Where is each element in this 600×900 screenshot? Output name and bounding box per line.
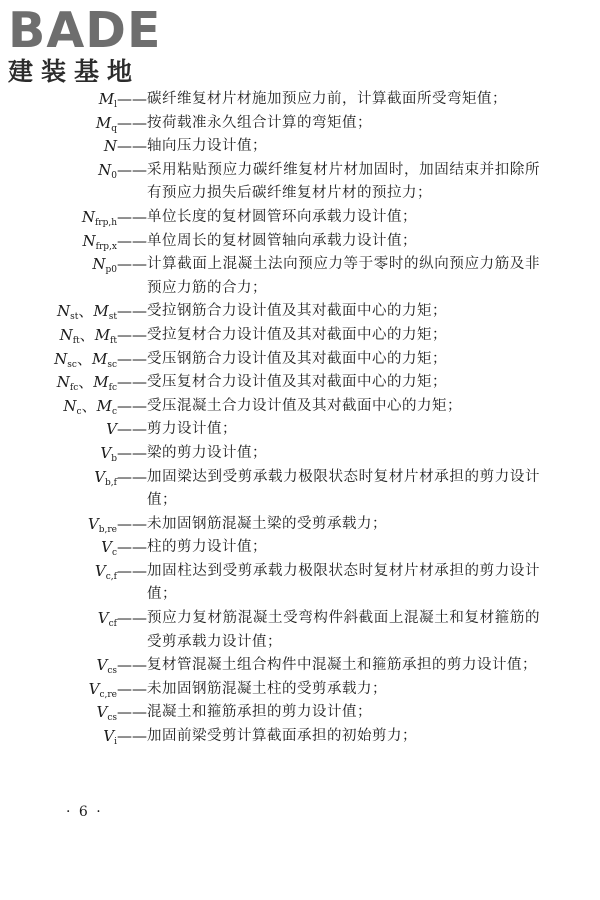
symbol-subscript: b <box>111 453 117 464</box>
symbol-subscript: cs <box>107 666 117 677</box>
symbol-entry <box>0 253 600 300</box>
symbol <box>0 607 147 631</box>
symbol-description: 加固梁达到受剪承载力极限状态时复材片材承担的剪力设计值； <box>147 468 540 509</box>
symbol <box>0 466 147 490</box>
symbol-subscript: q <box>111 123 117 134</box>
em-dash: —— <box>117 349 147 368</box>
symbol-entry <box>0 230 600 254</box>
em-dash: —— <box>117 137 147 156</box>
symbol <box>0 324 147 348</box>
symbol-letter: N <box>59 325 73 344</box>
symbol-entry <box>0 560 600 607</box>
symbol <box>0 300 147 324</box>
symbol-subscript: frp,h <box>94 217 117 228</box>
symbol-letter: M <box>91 349 108 368</box>
symbol <box>0 418 147 442</box>
symbol-subscript: st <box>70 312 79 323</box>
symbol-letter: M <box>94 325 111 344</box>
symbol-letter: V <box>106 420 117 439</box>
em-dash: —— <box>117 113 147 132</box>
em-dash: —— <box>117 679 147 698</box>
em-dash: —— <box>117 90 147 108</box>
logo-subtitle: 建装基地 <box>8 57 141 86</box>
symbol-subscript: i <box>114 737 117 748</box>
symbol-subscript: sc <box>67 359 77 370</box>
symbol-description: 柱的剪力设计值； <box>147 539 267 556</box>
symbol-description: 混凝土和箍筋承担的剪力设计值； <box>147 704 372 721</box>
symbol-subscript: l <box>114 100 117 110</box>
symbol-description: 计算截面上混凝土法向预应力等于零时的纵向预应力筋及非预应力筋的合力； <box>147 256 540 296</box>
em-dash: —— <box>117 396 147 415</box>
symbol-subscript: c <box>111 548 117 559</box>
symbol-entry <box>0 112 600 136</box>
symbol-subscript: sc <box>107 359 117 370</box>
symbol-entry <box>0 88 600 112</box>
em-dash: —— <box>117 207 147 226</box>
symbol-entry <box>0 678 600 702</box>
symbol-letter: M <box>93 302 109 321</box>
em-dash: —— <box>117 160 147 179</box>
symbol-letter: N <box>54 349 68 368</box>
em-dash: —— <box>117 538 147 557</box>
em-dash: —— <box>117 325 147 344</box>
em-dash: —— <box>117 255 147 274</box>
symbol-description: 受拉钢筋合力设计值及其对截面中心的力矩； <box>147 303 447 320</box>
symbol-description: 加固柱达到受剪承载力极限状态时复材片材承担的剪力设计值； <box>147 562 540 603</box>
symbol-subscript: st <box>108 312 117 323</box>
symbol-entry <box>0 324 600 348</box>
symbol <box>0 560 147 584</box>
symbol-description: 预应力复材筋混凝土受弯构件斜截面上混凝土和复材箍筋的受剪承载力设计值； <box>147 610 540 650</box>
symbol-letter: V <box>96 656 108 675</box>
em-dash: —— <box>117 727 147 746</box>
symbol-subscript: c,f <box>105 571 117 582</box>
symbol-entry <box>0 371 600 395</box>
symbol-letter: V <box>87 514 99 533</box>
symbol <box>0 371 147 395</box>
symbol <box>0 88 147 112</box>
symbol-subscript: b,f <box>105 477 117 488</box>
symbol-letter: M <box>98 90 115 108</box>
symbol-letter: M <box>95 113 112 132</box>
symbol-letter: V <box>97 609 109 628</box>
symbol <box>0 725 147 749</box>
logo <box>8 2 178 86</box>
symbol-description: 未加固钢筋混凝土柱的受剪承载力； <box>147 680 387 697</box>
symbol-description: 受压复材合力设计值及其对截面中心的力矩； <box>147 374 447 391</box>
symbol-description: 未加固钢筋混凝土梁的受剪承载力； <box>147 515 387 532</box>
symbol-subscript: frp,x <box>95 241 117 252</box>
symbol-entry <box>0 725 600 749</box>
symbol-letter: V <box>88 679 100 698</box>
symbol <box>0 654 147 678</box>
symbol-entry <box>0 513 600 537</box>
symbol-description: 复材管混凝土组合构件中混凝土和箍筋承担的剪力设计值； <box>147 657 537 674</box>
symbol <box>0 253 147 277</box>
symbol-letter: N <box>98 160 112 179</box>
symbol-subscript: p0 <box>105 265 117 276</box>
symbol <box>0 442 147 466</box>
symbol-subscript: fc <box>108 383 117 394</box>
symbol-letter: N <box>63 396 77 415</box>
em-dash: —— <box>117 443 147 462</box>
symbol-letter: V <box>96 703 108 722</box>
symbol-description: 受压钢筋合力设计值及其对截面中心的力矩； <box>147 350 447 367</box>
symbol-subscript: cs <box>107 713 117 724</box>
symbol <box>0 536 147 560</box>
symbol <box>0 678 147 702</box>
symbol-subscript: fc <box>69 383 79 394</box>
symbol-description: 剪力设计值； <box>147 421 237 438</box>
symbol-letter: M <box>93 373 109 392</box>
em-dash: —— <box>117 656 147 675</box>
symbol-letter: N <box>81 207 95 226</box>
symbol-description: 单位长度的复材圆管环向承载力设计值； <box>147 208 417 225</box>
symbol-subscript: ft <box>110 335 117 346</box>
symbol-separator: 、 <box>79 325 95 344</box>
em-dash: —— <box>117 420 147 439</box>
symbol <box>0 513 147 537</box>
symbol-letter: V <box>94 561 106 580</box>
symbol-letter: N <box>103 137 117 156</box>
symbol-entry <box>0 607 600 654</box>
em-dash: —— <box>117 703 147 722</box>
symbol-letter: N <box>92 255 106 274</box>
symbol-description: 加固前梁受剪计算截面承担的初始剪力； <box>147 728 417 745</box>
symbol-description: 受压混凝土合力设计值及其对截面中心的力矩； <box>147 397 462 414</box>
symbol <box>0 159 147 183</box>
symbol-list <box>0 88 600 749</box>
symbol-entry <box>0 206 600 230</box>
symbol-subscript: c <box>76 406 82 417</box>
symbol-entry <box>0 442 600 466</box>
symbol-description: 轴向压力设计值； <box>147 138 267 155</box>
symbol-entry <box>0 395 600 419</box>
symbol-description: 单位周长的复材圆管轴向承载力设计值； <box>147 232 417 249</box>
symbol-letter: M <box>96 396 112 415</box>
symbol-separator: 、 <box>81 396 97 415</box>
em-dash: —— <box>117 609 147 628</box>
symbol-entry <box>0 418 600 442</box>
symbol-subscript: c <box>111 406 117 417</box>
symbol <box>0 395 147 419</box>
symbol <box>0 348 147 372</box>
em-dash: —— <box>117 302 147 321</box>
symbol <box>0 135 147 159</box>
symbol-description: 采用粘贴预应力碳纤维复材片材加固时，加固结束并扣除所有预应力损失后碳纤维复材片材的预拉力； <box>147 161 540 202</box>
symbol <box>0 701 147 725</box>
page-number: · 6 · <box>66 804 103 820</box>
symbol <box>0 112 147 136</box>
symbol-entry <box>0 135 600 159</box>
symbol-subscript: b,re <box>98 524 117 535</box>
symbol-letter: V <box>103 727 115 746</box>
logo-word: BADE <box>8 2 162 59</box>
em-dash: —— <box>117 231 147 250</box>
symbol-entry <box>0 159 600 206</box>
symbol-entry <box>0 701 600 725</box>
symbol-letter: V <box>101 538 112 557</box>
symbol-entry <box>0 466 600 513</box>
symbol-entry <box>0 654 600 678</box>
symbol-separator: 、 <box>76 349 92 368</box>
em-dash: —— <box>117 514 147 533</box>
symbol-letter: N <box>82 231 96 250</box>
symbol-entry <box>0 300 600 324</box>
symbol-entry <box>0 348 600 372</box>
em-dash: —— <box>117 373 147 392</box>
symbol-subscript: cf <box>108 619 117 630</box>
em-dash: —— <box>117 467 147 486</box>
symbol-subscript: ft <box>72 335 80 346</box>
symbol-letter: V <box>94 467 106 486</box>
symbol-separator: 、 <box>78 373 94 392</box>
symbol-description: 受拉复材合力设计值及其对截面中心的力矩； <box>147 326 447 343</box>
symbol-letter: N <box>57 302 71 321</box>
symbol-description: 按荷载准永久组合计算的弯矩值； <box>147 114 372 131</box>
symbol-description: 碳纤维复材片材施加预应力前，计算截面所受弯矩值； <box>147 91 507 107</box>
symbol-subscript: 0 <box>111 170 117 181</box>
symbol <box>0 230 147 254</box>
symbol-subscript: c,re <box>99 689 117 700</box>
symbol-letter: V <box>100 443 112 462</box>
symbol <box>0 206 147 230</box>
symbol-description: 梁的剪力设计值； <box>147 444 267 461</box>
symbol-letter: N <box>56 373 70 392</box>
symbol-entry <box>0 536 600 560</box>
symbol-separator: 、 <box>78 302 94 321</box>
em-dash: —— <box>117 561 147 580</box>
